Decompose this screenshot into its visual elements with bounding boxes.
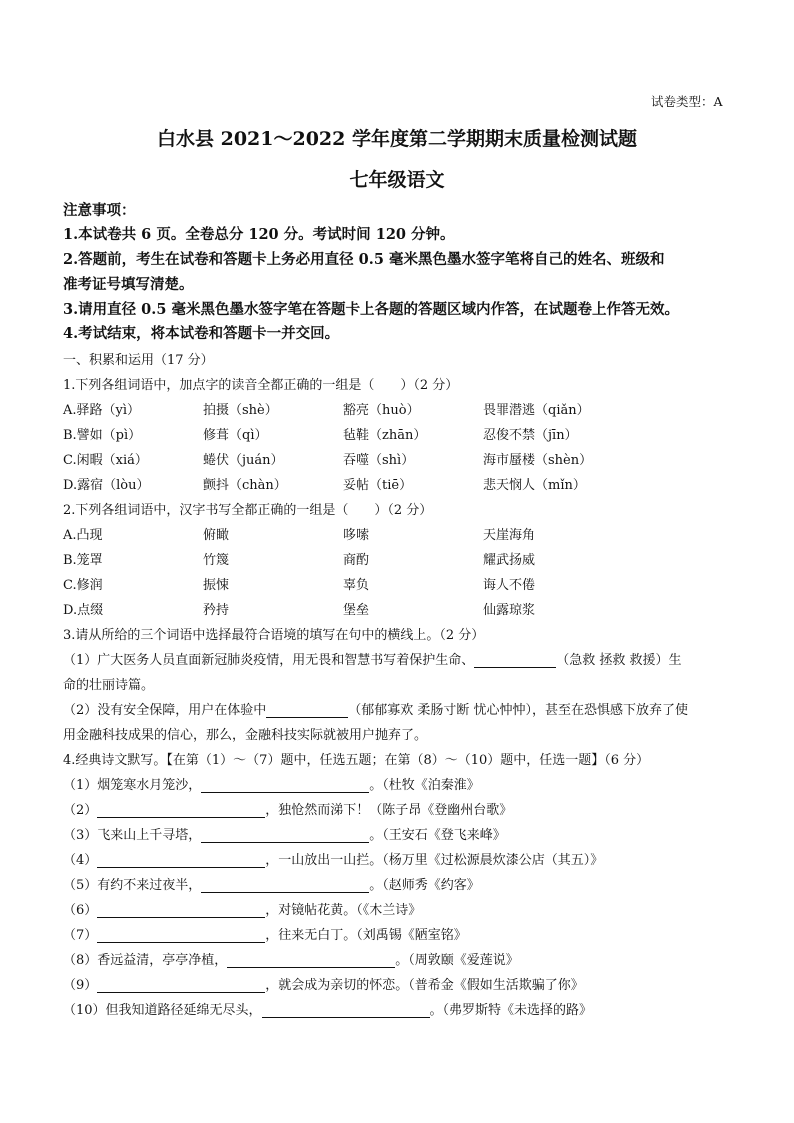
poem-line-suffix: ，往来无白丁。（刘禹锡《陋室铭》 (265, 928, 467, 943)
q1-option-cell: 颤抖（chàn） (203, 478, 287, 493)
q2-option-cell: 矜持 (203, 603, 230, 618)
q2-option-cell: 耀武扬威 (483, 553, 536, 568)
poem-line-prefix: （3）飞来山上千寻塔， (63, 828, 202, 843)
section-heading: 一、积累和运用（17 分） (63, 353, 214, 368)
q1-option-cell: C.闲暇（xiá） (63, 453, 148, 468)
poem-line (63, 774, 480, 793)
q3-s2-text-a: （2）没有安全保障，用户在体验中 (63, 703, 267, 718)
question-4-stem: 4.经典诗文默写。【在第（1）～（7）题中，任选五题；在第（8）～（10）题中，任选一题】（6 分） (63, 753, 650, 768)
exam-subtitle: 七年级语文 (349, 169, 445, 191)
poem-blank[interactable] (97, 979, 265, 993)
q1-option-cell: 修葺（qì） (203, 428, 268, 443)
q2-option-cell: B.笼罩 (63, 553, 103, 568)
q1-option-cell: 畏罪潜逃（qiǎn） (483, 403, 590, 418)
poem-line-suffix: ，对镜帖花黄。（《木兰诗》 (265, 903, 422, 918)
poem-line-prefix: （7） (63, 928, 98, 943)
poem-line (63, 849, 603, 868)
poem-line (63, 824, 506, 843)
poem-line-prefix: （9） (63, 978, 98, 993)
poem-blank[interactable] (227, 954, 395, 968)
q1-option-cell: 拍摄（shè） (203, 403, 278, 418)
q2-option-cell: A.凸现 (63, 528, 103, 543)
q2-option-cell: 天崖海角 (483, 528, 536, 543)
poem-line-suffix: 。（周敦颐《爱莲说》 (395, 953, 519, 968)
q3-s2-text-b: （郁郁寡欢 柔肠寸断 忧心忡忡），甚至在恐惧感下放弃了使 (348, 703, 689, 718)
poem-line-prefix: （5）有约不来过夜半， (63, 878, 202, 893)
q3-sentence-1 (63, 649, 682, 668)
q2-option-cell: 辜负 (343, 578, 370, 593)
q2-option-cell: 振悚 (203, 578, 230, 593)
poem-line (63, 799, 512, 818)
poem-line-prefix: （10）但我知道路径延绵无尽头， (63, 1003, 262, 1018)
q1-option-cell: 忍俊不禁（jīn） (483, 428, 578, 443)
q1-option-cell: 妥帖（tiē） (343, 478, 413, 493)
q2-option-cell: 堡垒 (343, 603, 370, 618)
exam-title: 白水县 2021～2022 学年度第二学期期末质量检测试题 (157, 128, 637, 150)
q2-option-cell: D.点缀 (63, 603, 104, 618)
q3-sentence-2-cont: 用金融科技成果的信心，那么，金融科技实际就被用户抛弃了。 (63, 728, 428, 743)
poem-line (63, 974, 584, 993)
poem-blank[interactable] (97, 929, 265, 943)
question-3-stem: 3.请从所给的三个词语中选择最符合语境的填写在句中的横线上。（2 分） (63, 628, 485, 643)
question-1-stem: 1.下列各组词语中，加点字的读音全都正确的一组是（ ）（2 分） (63, 378, 459, 393)
q2-option-cell: 哆嗦 (343, 528, 370, 543)
poem-blank[interactable] (97, 904, 265, 918)
q3-s1-blank[interactable] (474, 654, 556, 668)
poem-line-prefix: （8）香远益清，亭亭净植， (63, 953, 228, 968)
poem-blank[interactable] (201, 829, 369, 843)
q2-option-cell: 仙露琼浆 (483, 603, 536, 618)
q2-option-cell: 商酌 (343, 553, 370, 568)
notice-item: 1.本试卷共 6 页。全卷总分 120 分。考试时间 120 分钟。 (63, 226, 455, 243)
poem-line (63, 949, 519, 968)
question-2-stem: 2.下列各组词语中，汉字书写全都正确的一组是（ ）（2 分） (63, 503, 433, 518)
q3-s1-text-a: （1）广大医务人员直面新冠肺炎疫情，用无畏和智慧书写着保护生命、 (63, 653, 475, 668)
q1-option-cell: 毡鞋（zhān） (343, 428, 427, 443)
poem-line-prefix: （2） (63, 803, 98, 818)
poem-line-suffix: 。（杜牧《泊秦淮》 (369, 778, 480, 793)
q1-option-cell: 悲天悯人（mǐn） (483, 478, 586, 493)
notice-item: 2.答题前，考生在试卷和答题卡上务必用直径 0.5 毫米黑色墨水签字笔将自己的姓名、班级和 (63, 251, 665, 268)
poem-blank[interactable] (97, 854, 265, 868)
q3-s2-blank[interactable] (266, 704, 348, 718)
poem-line-prefix: （1）烟笼寒水月笼沙， (63, 778, 202, 793)
poem-line-prefix: （4） (63, 853, 98, 868)
notice-item: 4.考试结束，将本试卷和答题卡一并交回。 (63, 325, 340, 342)
q3-sentence-1-cont: 命的壮丽诗篇。 (63, 678, 155, 693)
q1-option-cell: 蜷伏（juán） (203, 453, 284, 468)
poem-line (63, 874, 480, 893)
notice-item: 3.请用直径 0.5 毫米黑色墨水签字笔在答题卡上各题的答题区域内作答，在试题卷上作答无效。 (63, 301, 679, 318)
poem-blank[interactable] (262, 1004, 430, 1018)
poem-line (63, 899, 421, 918)
q1-option-cell: B.譬如（pì） (63, 428, 142, 443)
q2-option-cell: C.修润 (63, 578, 103, 593)
poem-line-suffix: ，一山放出一山拦。（杨万里《过松源晨炊漆公店（其五）》 (265, 853, 604, 868)
poem-line (63, 924, 467, 943)
poem-blank[interactable] (201, 879, 369, 893)
q3-sentence-2 (63, 699, 688, 718)
q2-option-cell: 诲人不倦 (483, 578, 536, 593)
q1-option-cell: 海市蜃楼（shèn） (483, 453, 593, 468)
poem-line-suffix: 。（王安石《登飞来峰》 (369, 828, 506, 843)
poem-blank[interactable] (201, 779, 369, 793)
poem-line-suffix: ，独怆然而涕下！（陈子昂《登幽州台歌》 (265, 803, 513, 818)
notice-item: 准考证号填写清楚。 (63, 276, 194, 293)
poem-line (63, 999, 592, 1018)
notice-heading: 注意事项： (63, 202, 136, 219)
poem-line-suffix: 。（赵师秀《约客》 (369, 878, 480, 893)
q2-option-cell: 俯瞰 (203, 528, 230, 543)
q1-option-cell: D.露宿（lòu） (63, 478, 150, 493)
paper-type-label: 试卷类型：A (651, 94, 723, 109)
poem-line-suffix: ，就会成为亲切的怀恋。（普希金《假如生活欺骗了你》 (265, 978, 584, 993)
q1-option-cell: 吞噬（shì） (343, 453, 415, 468)
poem-line-suffix: 。（弗罗斯特《未选择的路》 (429, 1003, 593, 1018)
poem-blank[interactable] (97, 804, 265, 818)
q3-s1-text-b: （急救 拯救 救援）生 (556, 653, 682, 668)
q2-option-cell: 竹篾 (203, 553, 230, 568)
poem-line-prefix: （6） (63, 903, 98, 918)
q1-option-cell: 豁亮（huò） (343, 403, 420, 418)
q1-option-cell: A.驿路（yì） (63, 403, 141, 418)
